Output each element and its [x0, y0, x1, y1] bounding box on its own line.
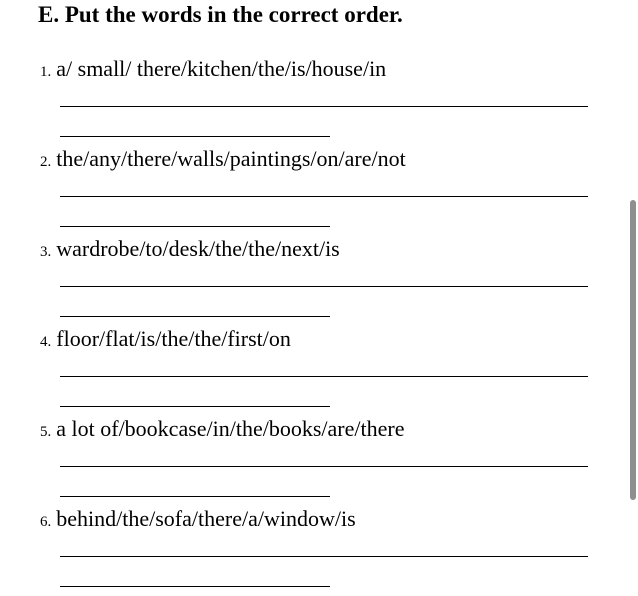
answer-line[interactable] — [60, 586, 330, 587]
item-number: 3. — [40, 244, 52, 260]
exercise-item-4 — [40, 326, 600, 416]
exercise-prompt — [40, 236, 340, 262]
section-heading: E. Put the words in the correct order. — [38, 2, 403, 27]
vertical-scrollbar[interactable] — [626, 0, 638, 592]
exercise-item-5 — [40, 416, 600, 506]
item-number: 2. — [40, 154, 52, 170]
scrambled-words: behind/the/sofa/there/a/window/is — [56, 506, 356, 531]
item-number: 1. — [40, 64, 52, 80]
item-number: 6. — [40, 514, 52, 530]
scrambled-words: wardrobe/to/desk/the/the/next/is — [56, 236, 340, 261]
answer-line[interactable] — [60, 316, 330, 317]
scrollbar-thumb[interactable] — [630, 200, 636, 500]
item-number: 5. — [40, 424, 52, 440]
scrambled-words: the/any/there/walls/paintings/on/are/not — [56, 146, 406, 171]
item-number: 4. — [40, 334, 52, 350]
answer-line[interactable] — [60, 466, 588, 467]
exercise-item-2 — [40, 146, 600, 236]
exercise-item-1 — [40, 56, 600, 146]
answer-line[interactable] — [60, 376, 588, 377]
exercise-item-6 — [40, 506, 600, 596]
exercise-prompt — [40, 416, 404, 442]
answer-line[interactable] — [60, 196, 588, 197]
answer-line[interactable] — [60, 496, 330, 497]
scrambled-words: a/ small/ there/kitchen/the/is/house/in — [56, 56, 387, 81]
answer-line[interactable] — [60, 406, 330, 407]
exercise-prompt — [40, 326, 291, 352]
answer-line[interactable] — [60, 226, 330, 227]
exercise-prompt — [40, 56, 386, 82]
answer-line[interactable] — [60, 556, 588, 557]
exercise-item-3 — [40, 236, 600, 326]
answer-line[interactable] — [60, 286, 588, 287]
exercise-prompt — [40, 146, 406, 172]
answer-line[interactable] — [60, 106, 588, 107]
answer-line[interactable] — [60, 136, 330, 137]
scrambled-words: a lot of/bookcase/in/the/books/are/there — [56, 416, 405, 441]
scrambled-words: floor/flat/is/the/the/first/on — [56, 326, 291, 351]
exercise-prompt — [40, 506, 356, 532]
